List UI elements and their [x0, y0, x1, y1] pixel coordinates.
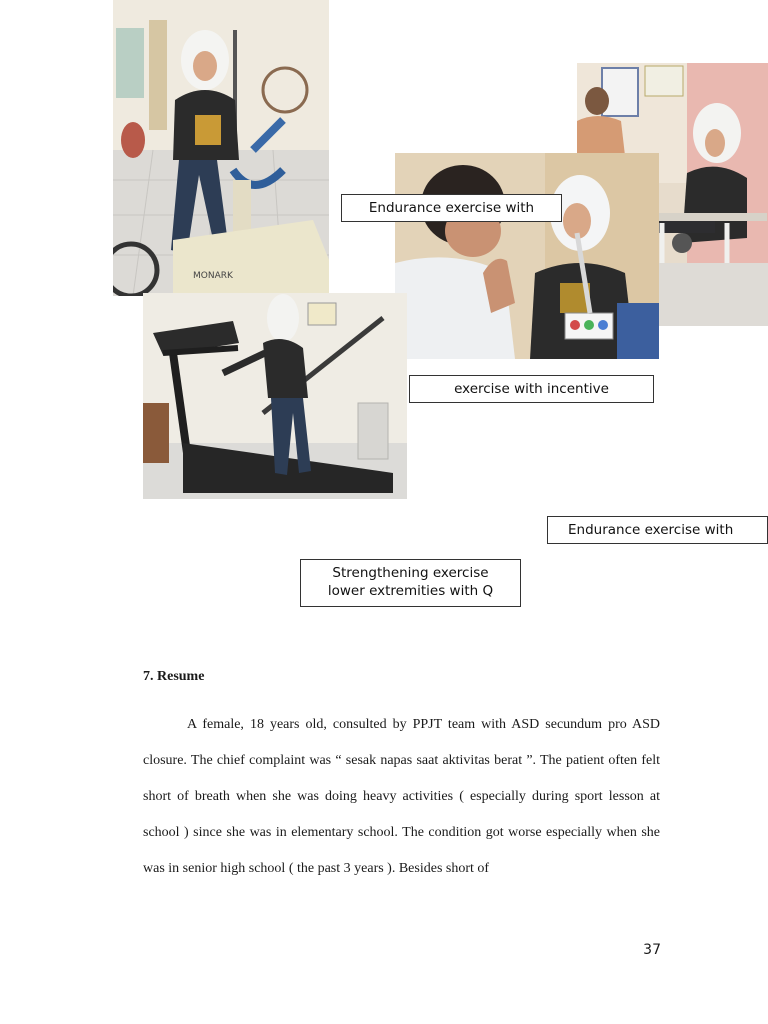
- caption-strengthening-line-2: lower extremities with Q: [327, 583, 494, 599]
- caption-endurance-exercise-2: Endurance exercise with: [547, 516, 768, 544]
- page-number: 37: [643, 942, 661, 958]
- caption-strengthening-line-1: Strengthening exercise: [332, 565, 489, 581]
- photo-stationary-bike: [113, 0, 329, 296]
- caption-incentive-exercise: exercise with incentive: [409, 375, 654, 403]
- caption-strengthening-exercise: [300, 559, 521, 607]
- photo-incentive-spirometer: [395, 153, 659, 359]
- caption-endurance-exercise-1: Endurance exercise with: [341, 194, 562, 222]
- photo-treadmill: [143, 293, 407, 499]
- section-heading: 7. Resume: [143, 669, 205, 684]
- bike-brand-label: MONARK: [193, 271, 233, 281]
- resume-paragraph: A female, 18 years old, consulted by PPJT team with ASD secundum pro ASD closure. The chief complaint was “ sesak napas saat aktivitas berat ”. The patient often felt short of breath when she was doing heavy activities ( especially during sport lesson at school ) since she was in elementary school. The condition got worse especially when she was in senior high school ( the past 3 years ). Besides short of: [143, 717, 660, 876]
